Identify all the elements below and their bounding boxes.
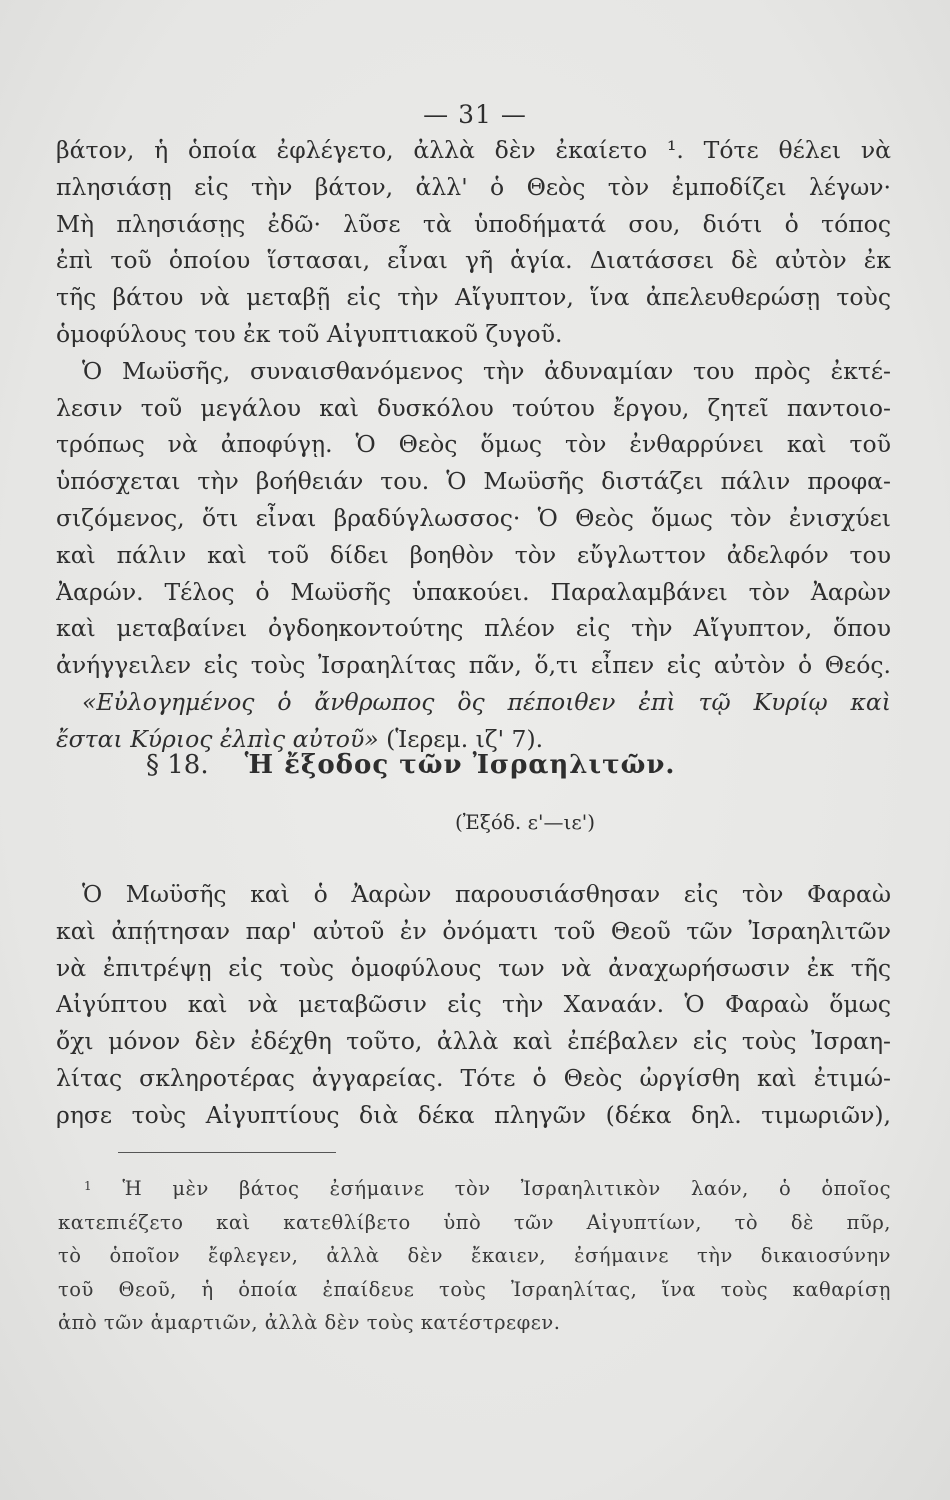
body-text-2: [56, 876, 891, 1134]
text-line: ἀνήγγειλεν εἰς τοὺς Ἰσραηλίτας πᾶν, ὅ,τι εἶπεν εἰς αὐτὸν ὁ Θεός.: [56, 651, 891, 680]
footnote-text: Ἡ μὲν βάτος ἐσήμαινε τὸν Ἰσραηλιτικὸν λαόν, ὁ ὁποῖος: [122, 1177, 891, 1200]
text-line: τρόπως νὰ ἀποφύγῃ. Ὁ Θεὸς ὅμως τὸν ἐνθαρρύνει καὶ τοῦ: [56, 430, 891, 459]
footnote-line: κατεπιέζετο καὶ κατεθλίβετο ὑπὸ τῶν Αἰγυπτίων, τὸ δὲ πῦρ,: [58, 1210, 891, 1234]
text-line: Αἰγύπτου καὶ νὰ μεταβῶσιν εἰς τὴν Χαναάν. Ὁ Φαραὼ ὅμως: [56, 990, 891, 1019]
source-reference: (Ἐξόδ. ε'—ιε'): [454, 810, 596, 834]
text-line: βάτον, ἡ ὁποία ἐφλέγετο, ἀλλὰ δὲν ἐκαίετο ¹. Τότε θέλει νὰ: [56, 136, 891, 164]
text-line: νὰ ἐπιτρέψῃ εἰς τοὺς ὁμοφύλους των νὰ ἀναχωρήσωσιν ἐκ τῆς: [56, 953, 891, 982]
text-line: ὑπόσχεται τὴν βοήθειάν του. Ὁ Μωϋσῆς διστάζει πάλιν προφα-: [56, 467, 891, 496]
text-line: πλησιάσῃ εἰς τὴν βάτον, ἀλλ' ὁ Θεὸς τὸν ἐμποδίζει λέγων·: [56, 172, 891, 201]
section-title: Ἡ ἔξοδος τῶν Ἰσραηλιτῶν.: [244, 750, 676, 780]
body-text-1: [56, 132, 891, 758]
text-line: ἐπὶ τοῦ ὁποίου ἵστασαι, εἶναι γῆ ἁγία. Διατάσσει δὲ αὐτὸν ἐκ: [56, 246, 891, 275]
text-line: καὶ ἀπῄτησαν παρ' αὐτοῦ ἐν ὀνόματι τοῦ Θεοῦ τῶν Ἰσραηλιτῶν: [56, 916, 891, 945]
text-line: σιζόμενος, ὅτι εἶναι βραδύγλωσσος· Ὁ Θεὸς ὅμως τὸν ἐνισχύει: [56, 503, 891, 532]
section-heading: [146, 750, 675, 780]
footnote-line: τὸ ὁποῖον ἔφλεγεν, ἀλλὰ δὲν ἔκαιεν, ἐσήμαινε τὴν δικαιοσύνην: [58, 1244, 891, 1267]
text-line: καὶ μεταβαίνει ὀγδοηκοντούτης πλέον εἰς τὴν Αἴγυπτον, ὅπου: [56, 614, 891, 643]
page-number: — 31 —: [423, 100, 527, 129]
text-line: καὶ πάλιν καὶ τοῦ δίδει βοηθὸν τὸν εὔγλωττον ἀδελφόν του: [56, 540, 891, 569]
text-line: ὄχι μόνον δὲν ἐδέχθη τοῦτο, ἀλλὰ καὶ ἐπέβαλεν εἰς τοὺς Ἰσραη-: [56, 1027, 891, 1056]
footnote-line: ἀπὸ τῶν ἁμαρτιῶν, ἀλλὰ δὲν τοὺς κατέστρεφεν.: [58, 1311, 561, 1334]
quote-text: ἔσται Κύριος ἐλπὶς αὐτοῦ»: [56, 724, 379, 753]
footnote-marker: 1: [84, 1179, 93, 1193]
text-line: Ἀαρών. Τέλος ὁ Μωϋσῆς ὑπακούει. Παραλαμβάνει τὸν Ἀαρὼν: [56, 577, 891, 606]
footnote: [58, 1172, 891, 1340]
footnote-divider: [118, 1152, 336, 1153]
text-line: ὁμοφύλους του ἐκ τοῦ Αἰγυπτιακοῦ ζυγοῦ.: [56, 319, 563, 348]
text-line: λίτας σκληροτέρας ἀγγαρείας. Τότε ὁ Θεὸς ὠργίσθη καὶ ἐτιμώ-: [56, 1063, 891, 1092]
quote-reference: (Ἱερεμ. ιζ' 7).: [378, 724, 544, 753]
text-line: τῆς βάτου νὰ μεταβῇ εἰς τὴν Αἴγυπτον, ἵνα ἀπελευθερώσῃ τοὺς: [56, 283, 891, 312]
text-line: λεσιν τοῦ μεγάλου καὶ δυσκόλου τούτου ἔργου, ζητεῖ παντοιο-: [56, 393, 891, 422]
quote-line: «Εὐλογημένος ὁ ἄνθρωπος ὃς πέποιθεν ἐπὶ τῷ Κυρίῳ καὶ: [82, 687, 891, 716]
footnote-line: τοῦ Θεοῦ, ἡ ὁποία ἐπαίδευε τοὺς Ἰσραηλίτας, ἵνα τοὺς καθαρίσῃ: [58, 1277, 891, 1301]
footnote-line: [58, 1172, 891, 1206]
text-line: Ὁ Μωϋσῆς καὶ ὁ Ἀαρὼν παρουσιάσθησαν εἰς τὸν Φαραὼ: [82, 880, 891, 908]
text-line: ρησε τοὺς Αἰγυπτίους διὰ δέκα πληγῶν (δέκα δηλ. τιμωριῶν),: [56, 1100, 891, 1129]
section-number: § 18.: [146, 750, 209, 780]
text-line: Μὴ πλησιάσῃς ἐδῶ· λῦσε τὰ ὑποδήματά σου, διότι ὁ τόπος: [56, 209, 891, 238]
text-line: Ὁ Μωϋσῆς, συναισθανόμενος τὴν ἀδυναμίαν του πρὸς ἐκτέ-: [82, 356, 891, 385]
